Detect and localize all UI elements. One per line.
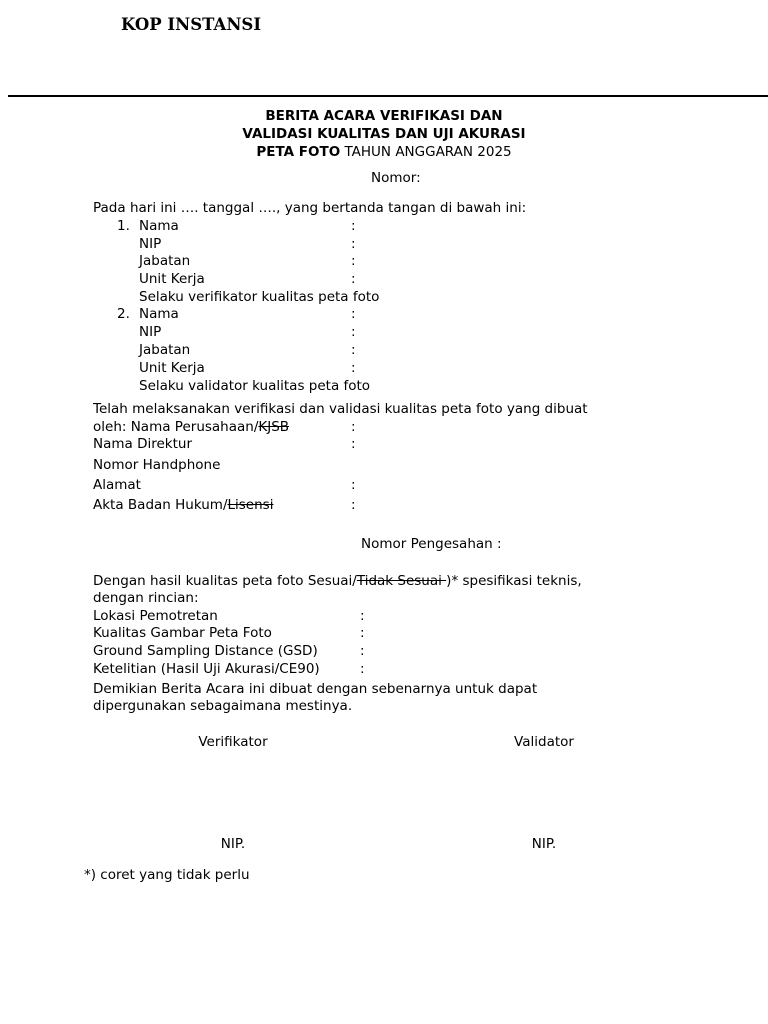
ketelitian-colon: : [360,661,365,677]
person1-number: 1. [117,218,130,234]
akta-prefix: Akta Badan Hukum/ [93,497,228,513]
company-handphone-label: Nomor Handphone [93,457,221,473]
person2-nama-colon: : [351,306,356,322]
header-divider [8,95,768,97]
gsd-label: Ground Sampling Distance (GSD) [93,643,318,659]
akta-colon: : [351,497,356,513]
person1-jabatan-label: Jabatan [139,253,191,269]
nomor-label: Nomor: [371,170,421,186]
kop-instansi: KOP INSTANSI [121,15,262,34]
closing-line-2: dipergunakan sebagaimana mestinya. [93,698,353,714]
lokasi-colon: : [360,608,365,624]
perusahaan-prefix: oleh: Nama Perusahaan/ [93,419,259,435]
kualitas-label: Kualitas Gambar Peta Foto [93,625,272,641]
result-strike: Tidak Sesuai [356,573,447,589]
company-direktur-label: Nama Direktur [93,436,193,452]
verifikator-label: Verifikator [198,734,268,750]
title-peta-foto: PETA FOTO [256,144,341,160]
ketelitian-label: Ketelitian (Hasil Uji Akurasi/CE90) [93,661,320,677]
closing-line-1: Demikian Berita Acara ini dibuat dengan sebenarnya untuk dapat [93,681,538,697]
validator-nip: NIP. [531,836,557,852]
title-line-1: BERITA ACARA VERIFIKASI DAN [265,108,503,124]
person2-unit-label: Unit Kerja [139,360,205,376]
akta-strike: Lisensi [227,497,274,513]
person1-unit-colon: : [351,271,356,287]
company-alamat-label: Alamat [93,477,141,493]
company-akta-label [93,499,273,513]
direktur-colon: : [351,436,356,452]
person2-number: 2. [117,306,130,322]
verifikator-nip: NIP. [220,836,246,852]
person2-unit-colon: : [351,360,356,376]
company-perusahaan-label [93,421,289,435]
person1-nip-label: NIP [139,236,162,252]
title-line-2: VALIDASI KUALITAS DAN UJI AKURASI [242,126,526,142]
title-tahun-anggaran: TAHUN ANGGARAN 2025 [340,144,512,160]
validator-label: Validator [514,734,574,750]
result-line-2: dengan rincian: [93,590,199,606]
perusahaan-strike: KJSB [258,419,290,435]
result-suffix: )* spesifikasi teknis, [446,573,582,589]
person1-nama-label: Nama [139,218,179,234]
company-intro: Telah melaksanakan verifikasi dan validasi kualitas peta foto yang dibuat [93,401,588,417]
person1-unit-label: Unit Kerja [139,271,205,287]
person2-nip-colon: : [351,324,356,340]
person2-jabatan-label: Jabatan [139,342,191,358]
person1-nama-colon: : [351,218,356,234]
result-prefix: Dengan hasil kualitas peta foto Sesuai/ [93,573,357,589]
lokasi-label: Lokasi Pemotretan [93,608,218,624]
footnote: *) coret yang tidak perlu [84,867,250,883]
nomor-pengesahan: Nomor Pengesahan : [361,536,502,552]
person1-role: Selaku verifikator kualitas peta foto [139,289,380,305]
perusahaan-colon: : [351,419,356,435]
alamat-colon: : [351,477,356,493]
person1-nip-colon: : [351,236,356,252]
title-line-3 [0,146,768,160]
person2-role: Selaku validator kualitas peta foto [139,378,371,394]
kualitas-colon: : [360,625,365,641]
result-line-1 [93,575,582,589]
intro-text: Pada hari ini …. tanggal …., yang bertanda tangan di bawah ini: [93,200,527,216]
person1-jabatan-colon: : [351,253,356,269]
gsd-colon: : [360,643,365,659]
person2-nama-label: Nama [139,306,179,322]
person2-jabatan-colon: : [351,342,356,358]
person2-nip-label: NIP [139,324,162,340]
